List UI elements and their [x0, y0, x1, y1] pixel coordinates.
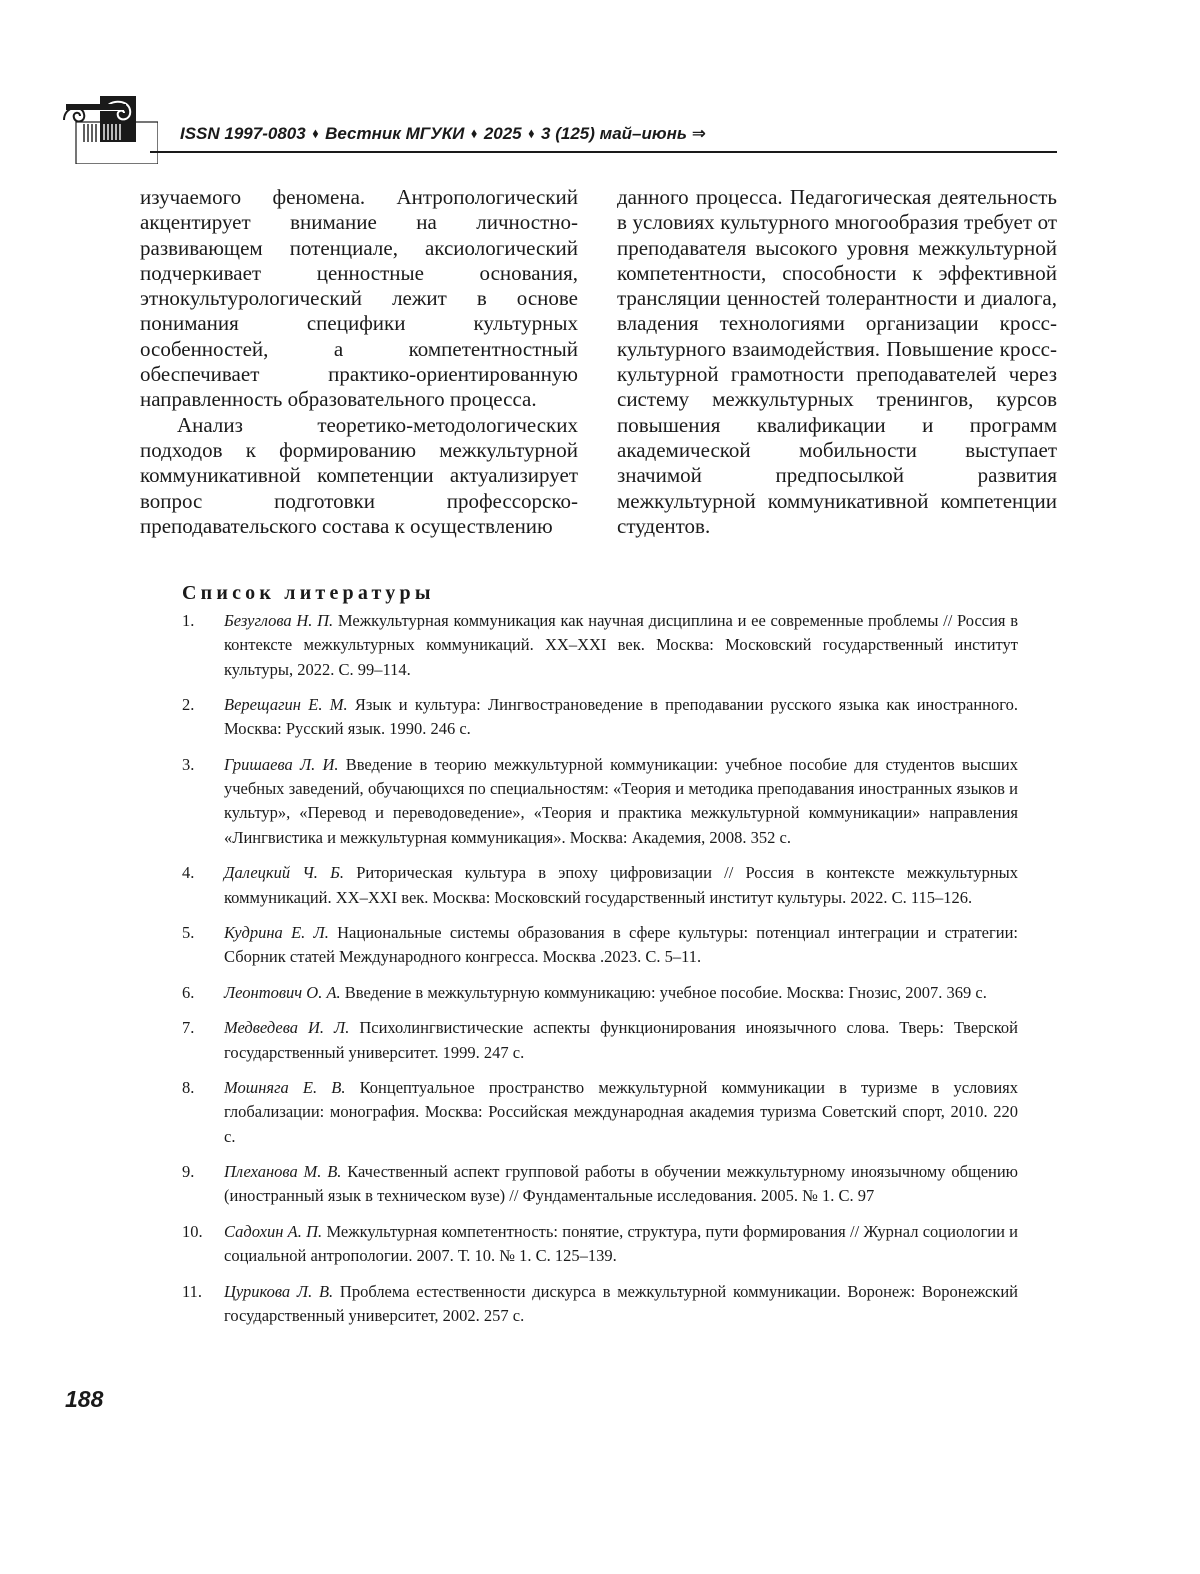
body-paragraph: данного процесса. Педагогическая деятельность в условиях культурного многообразия требует от преподавателя высокого уровня межкультурной компетентности, способности к эффективной трансляции ценностей толерантности и диалога, владения технологиями организации кросс-культурного взаимодействия. Повышение кросс-культурной грамотности преподавателей через систему межкультурных тренингов, курсов повышения квалификации и программ академической мобильности выступает значимой предпосылкой развития межкультурной коммуникативной компетенции студентов.	[617, 185, 1057, 538]
references-title: Список литературы	[182, 582, 435, 604]
header-rule	[150, 151, 1057, 153]
reference-text: Язык и культура: Лингвострановедение в преподавании русского языка как иностранного. Москва: Русский язык. 1990. 246 с.	[224, 695, 1018, 739]
reference-text: Введение в межкультурную коммуникацию: учебное пособие. Москва: Гнозис, 2007. 369 с.	[344, 982, 987, 1002]
reference-number: 10.	[182, 1221, 203, 1241]
separator-icon: ⬧	[528, 126, 535, 140]
reference-item	[182, 981, 1018, 1005]
reference-number: 5.	[182, 923, 195, 943]
journal-name: Вестник МГУКИ	[325, 124, 465, 143]
reference-number: 3.	[182, 754, 195, 774]
reference-text: Межкультурная компетентность: понятие, структура, пути формирования // Журнал социологии и социальной антропологии. 2007. Т. 10. № 1. С. 125–139.	[224, 1221, 1019, 1266]
reference-number: 4.	[182, 863, 195, 883]
reference-text: Концептуальное пространство межкультурной коммуникации в туризме в условиях глобализации: монография. Москва: Российская международная академия туризма Советский спорт, 2010. 220 с.	[224, 1078, 1018, 1146]
issue-number: 3 (125) май–июнь	[541, 124, 687, 143]
reference-text: Психолингвистические аспекты функционирования иноязычного слова. Тверь: Тверской государственный университет. 1999. 247 с.	[224, 1018, 1019, 1062]
reference-number: 6.	[182, 982, 195, 1002]
reference-text: Введение в теорию межкультурной коммуникации: учебное пособие для студентов высших учебных заведений, обучающихся по специальностям: «Теория и методика преподавания иностранных языков и культур», «Перевод и переводоведение», «Теория и практика межкультурной коммуникации» направления «Лингвистика и межкультурная коммуникация». Москва: Академия, 2008. 352 с.	[224, 754, 1018, 847]
references-list	[182, 609, 1018, 1339]
separator-icon: ⬧	[312, 126, 319, 140]
journal-logo-icon	[62, 96, 158, 164]
reference-author: Цурикова Л. В.	[224, 1281, 334, 1301]
reference-author: Гришаева Л. И.	[224, 754, 339, 774]
reference-item	[182, 1076, 1018, 1149]
reference-author: Безуглова Н. П.	[224, 611, 334, 630]
reference-item	[182, 693, 1018, 742]
reference-item	[182, 609, 1018, 682]
separator-icon: ⬧	[471, 126, 477, 140]
page-number: 188	[65, 1386, 104, 1412]
reference-text: Проблема естественности дискурса в межкультурной коммуникации. Воронеж: Воронежский государственный университет, 2002. 257 с.	[224, 1281, 1019, 1325]
reference-number: 8.	[182, 1078, 195, 1098]
issue-year: 2025	[483, 124, 522, 143]
reference-author: Кудрина Е. Л.	[224, 923, 329, 943]
body-column-left	[140, 185, 578, 539]
reference-author: Медведева И. Л.	[224, 1018, 350, 1038]
reference-text: Качественный аспект групповой работы в обучении межкультурному иноязычному общению (иностранный язык в техническом вузе) // Фундаментальные исследования. 2005. № 1. С. 97	[224, 1162, 1019, 1206]
body-column-right	[617, 185, 1057, 539]
reference-number: 7.	[182, 1018, 195, 1038]
reference-item	[182, 921, 1018, 970]
reference-item	[182, 1280, 1018, 1329]
reference-author: Далецкий Ч. Б.	[224, 863, 344, 883]
reference-author: Садохин А. П.	[224, 1221, 323, 1241]
reference-item	[182, 1160, 1018, 1209]
reference-author: Верещагин Е. М.	[224, 695, 348, 715]
reference-item	[182, 1016, 1018, 1065]
reference-author: Леонтович О. А.	[224, 982, 341, 1002]
reference-text: Риторическая культура в эпоху цифровизации // Россия в контексте межкультурных коммуникаций. XX–XXI век. Москва: Московский государственный институт культуры. 2022. С. 115–126.	[224, 863, 1019, 907]
continued-arrow-icon: ⇒	[691, 124, 706, 143]
reference-number: 2.	[182, 695, 195, 715]
reference-item	[182, 1220, 1018, 1269]
issn: ISSN 1997-0803	[180, 124, 306, 143]
running-header	[180, 124, 706, 144]
reference-text: Национальные системы образования в сфере культуры: потенциал интеграции и стратегии: Сборник статей Международного конгресса. Москва .2023. С. 5–11.	[224, 923, 1019, 967]
reference-text: Межкультурная коммуникация как научная дисциплина и ее современные проблемы // Россия в контексте межкультурных коммуникаций. XX–XXI век. Москва: Московский государственный институт культуры, 2022. С. 99–114.	[224, 611, 1019, 679]
body-paragraph: изучаемого феномена. Антропологический акцентирует внимание на личностно-развивающем потенциале, аксиологический подчеркивает ценностные основания, этнокультурологический лежит в основе понимания специфики культурных особенностей, а компетентностный обеспечивает практико-ориентированную направленность образовательного процесса.	[140, 185, 578, 412]
reference-author: Мошняга Е. В.	[224, 1078, 346, 1098]
reference-number: 1.	[182, 611, 195, 630]
body-paragraph: Анализ теоретико-методологических подходов к формированию межкультурной коммуникативной компетенции актуализирует вопрос подготовки профессорско-преподавательского состава к осуществлению	[140, 412, 578, 538]
reference-number: 11.	[182, 1281, 203, 1301]
reference-item	[182, 753, 1018, 850]
reference-number: 9.	[182, 1162, 195, 1182]
reference-author: Плеханова М. В.	[224, 1162, 342, 1182]
reference-item	[182, 861, 1018, 910]
